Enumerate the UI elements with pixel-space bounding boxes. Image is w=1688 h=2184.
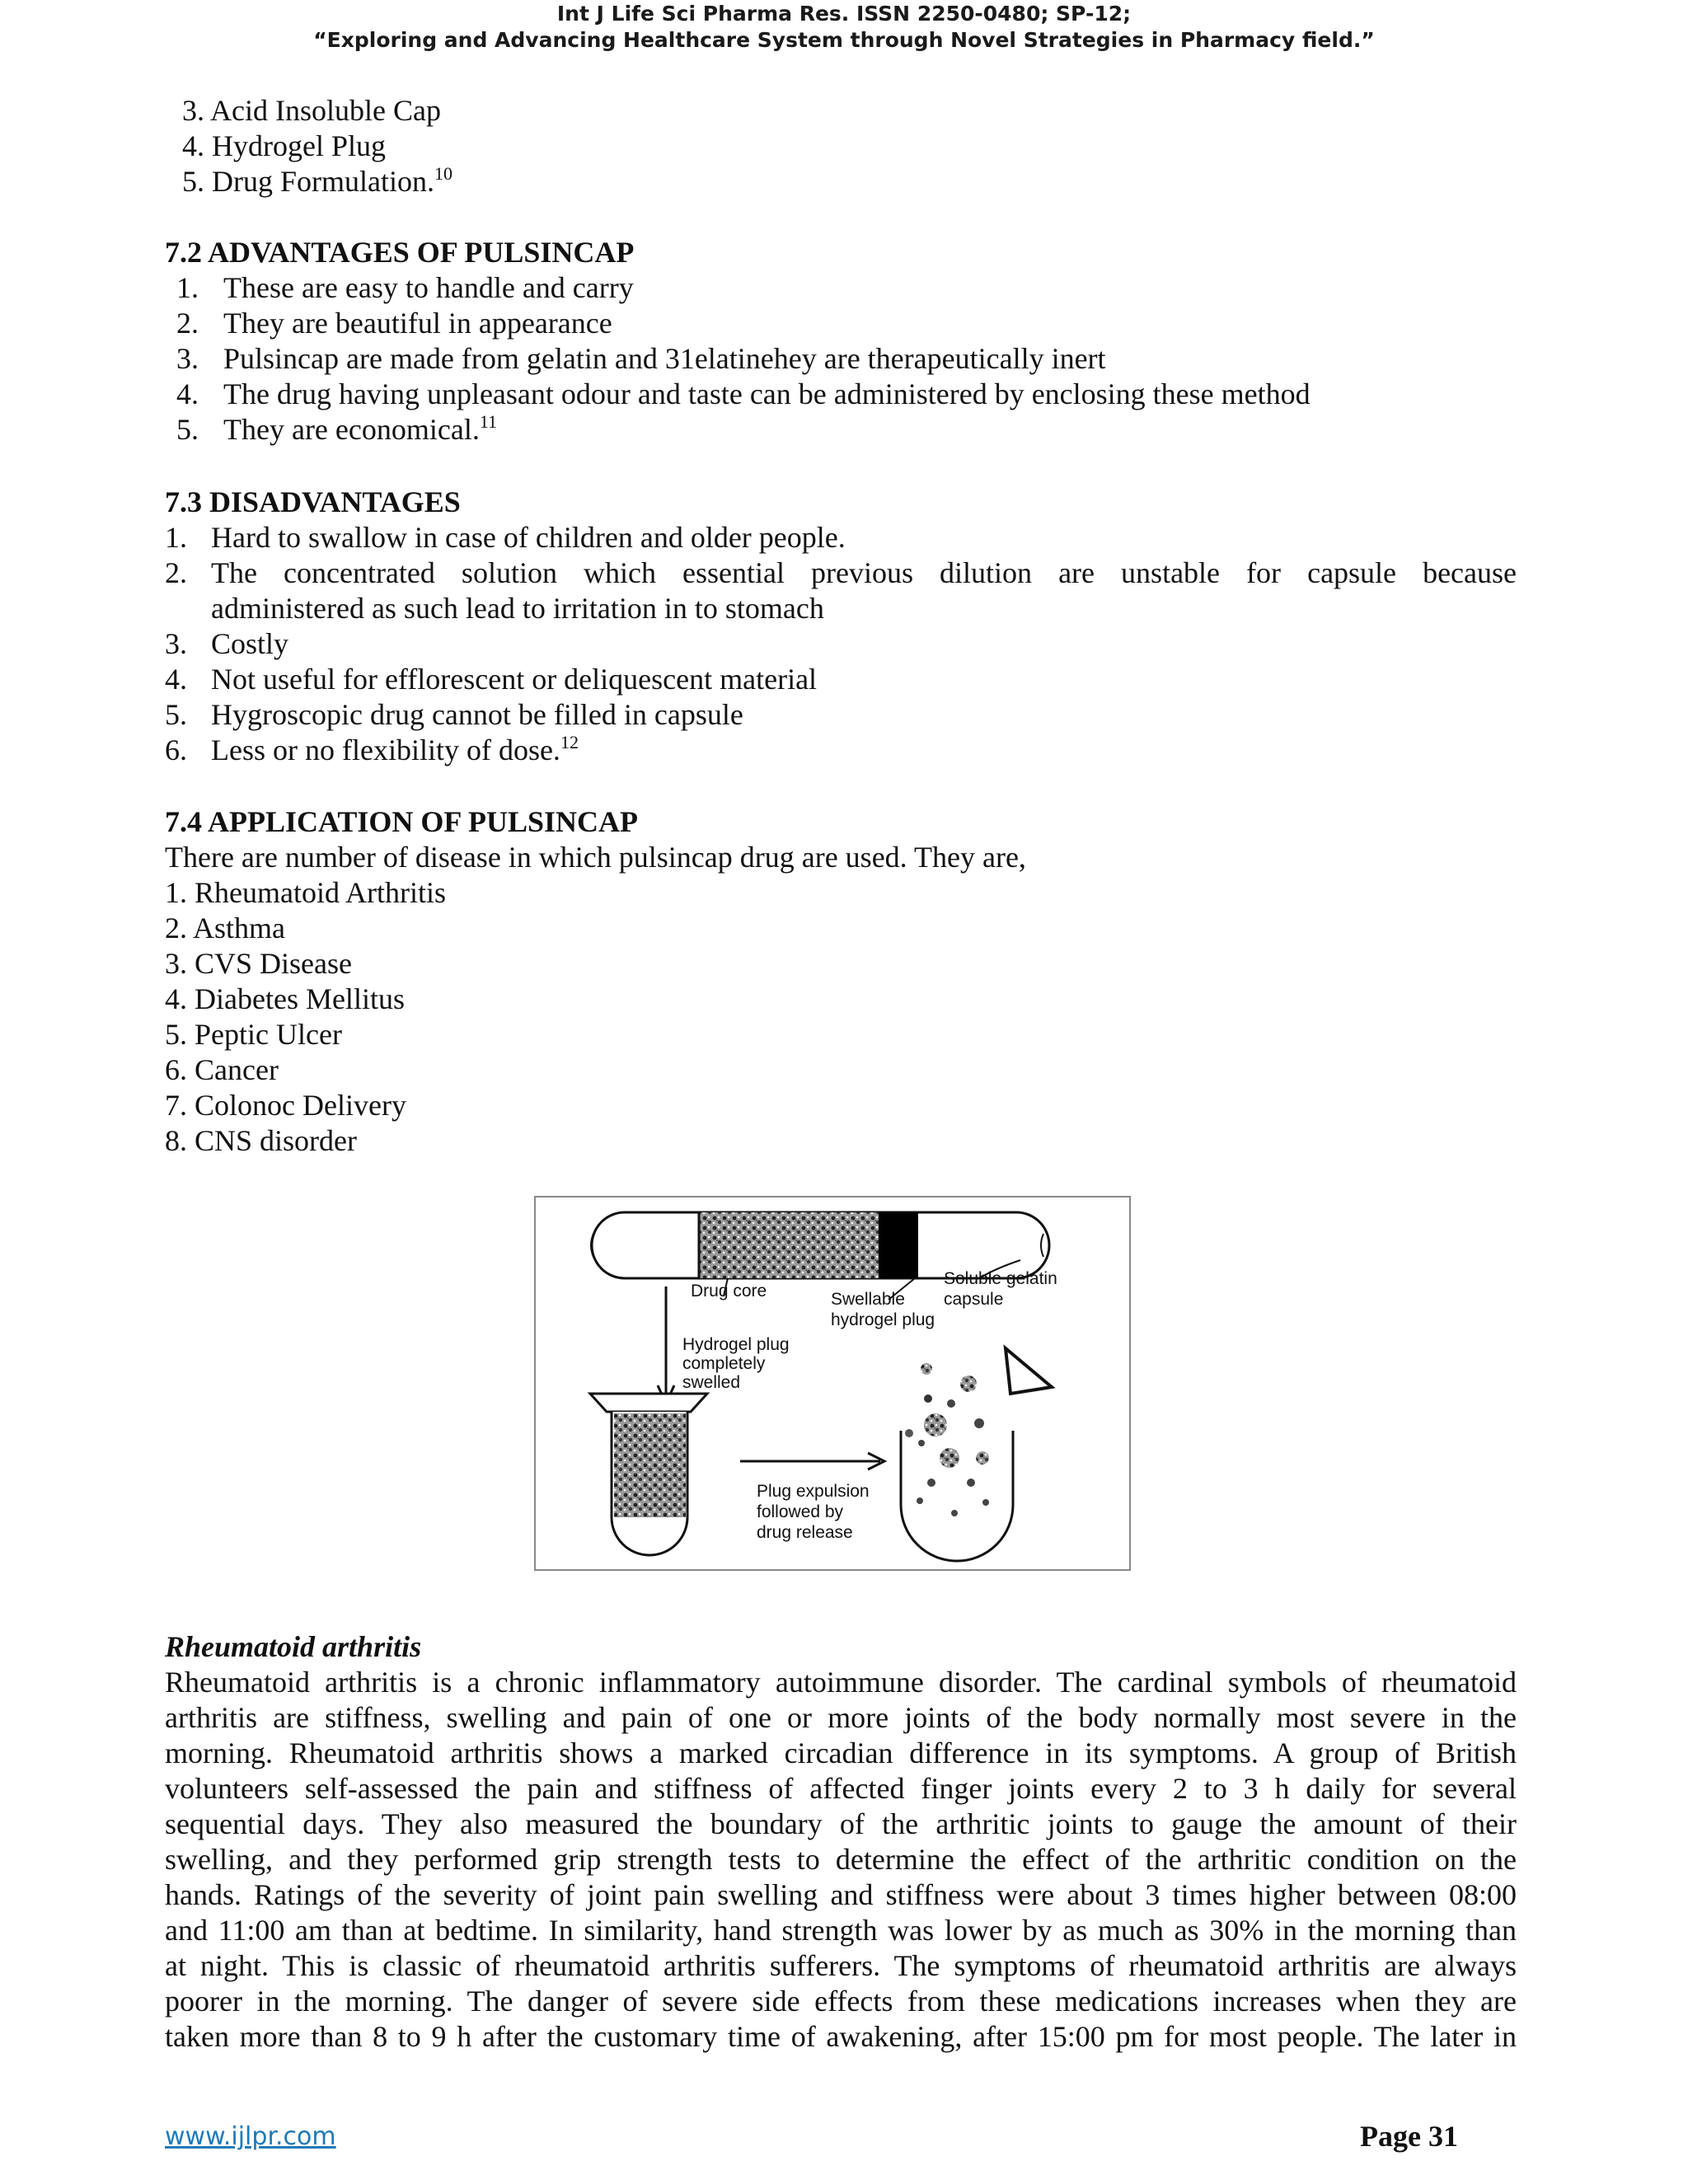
paragraph-line: morning. Rheumatoid arthritis shows a marked circadian difference in its symptoms. A group of British <box>165 1736 1517 1769</box>
svg-text:Hydrogel plug <box>682 1335 790 1354</box>
journal-header: Int J Life Sci Pharma Res. ISSN 2250-0480; SP-12; <box>556 2 1132 26</box>
label-drug-release: drug release <box>757 1523 853 1542</box>
paragraph-line: at night. This is classic of rheumatoid arthritis sufferers. The symptoms of rheumatoid arthritis are always <box>165 1949 1517 1982</box>
section-heading: 7.3 DISADVANTAGES <box>165 485 461 518</box>
svg-text:Plug expulsion <box>757 1482 870 1501</box>
list-item: 2. Asthma <box>165 912 286 944</box>
label-completely: completely <box>682 1354 766 1373</box>
svg-text:completely <box>682 1354 766 1373</box>
svg-text:followed by <box>757 1502 844 1521</box>
paragraph-line: arthritis are stiffness, swelling and pain of one or more joints of the body normally most severe in the <box>165 1701 1517 1734</box>
citation: 11 <box>479 411 498 432</box>
list-item: 3. Costly <box>165 627 289 660</box>
list-item: 5. Drug Formulation.$^{10}$ <box>182 163 452 198</box>
svg-text:drug release <box>757 1523 853 1542</box>
label-drug-core: Drug core <box>691 1282 767 1301</box>
paragraph-line: hands. Ratings of the severity of joint pain swelling and stiffness were about 3 times higher between 08:00 <box>165 1878 1517 1911</box>
paragraph-line: poorer in the morning. The danger of severe side effects from these medications increases when they are <box>165 1985 1517 2018</box>
paragraph-line: Rheumatoid arthritis is a chronic inflammatory autoimmune disorder. The cardinal symbols of rheumatoid <box>165 1666 1517 1699</box>
rheumatoid-section <box>165 1629 1517 2055</box>
list-item: 2. They are beautiful in appearance <box>176 307 612 340</box>
citation: 12 <box>560 732 579 752</box>
website-link[interactable]: www.ijlpr.com <box>165 2122 336 2151</box>
hydrogel-plug-fill <box>879 1212 918 1278</box>
label-hydrogel-plug-completely: Hydrogel plug <box>682 1335 790 1354</box>
label-capsule: capsule <box>944 1290 1004 1309</box>
list-item: 7. Colonoc Delivery <box>165 1089 406 1122</box>
list-item: 4. Hydrogel Plug <box>182 129 386 162</box>
section-intro: There are number of disease in which pulsincap drug are used. They are, <box>165 841 1026 874</box>
list-item: 3. CVS Disease <box>165 947 352 980</box>
svg-text:Soluble gelatin <box>944 1269 1057 1288</box>
advantages-section <box>165 235 1311 448</box>
list-item: 8. CNS disorder <box>165 1124 357 1157</box>
label-hydrogel-plug: hydrogel plug <box>831 1310 935 1329</box>
label-swelled: swelled <box>682 1373 741 1392</box>
label-plug-expulsion: Plug expulsion <box>757 1482 870 1501</box>
list-item: 5. They are economical.$^{11}$ <box>176 411 498 446</box>
list-item: 3. Acid Insoluble Cap <box>182 94 441 127</box>
paragraph-line: and 11:00 am than at bedtime. In similarity, hand strength was lower by as much as 30% in the morning than <box>165 1914 1517 1947</box>
section-heading: 7.2 ADVANTAGES OF PULSINCAP <box>165 236 635 269</box>
paragraph-line: taken more than 8 to 9 h after the customary time of awakening, after 15:00 pm for most people. The later in <box>165 2020 1517 2053</box>
svg-text:Drug core <box>691 1282 767 1301</box>
list-item: 4. The drug having unpleasant odour and taste can be administered by enclosing these method <box>176 377 1311 410</box>
list-item: 5. Hygroscopic drug cannot be filled in capsule <box>165 698 743 731</box>
svg-text:swelled <box>682 1373 740 1392</box>
applications-section <box>165 804 1026 1159</box>
journal-theme: “Exploring and Advancing Healthcare System through Novel Strategies in Pharmacy field.” <box>313 28 1375 52</box>
capsule-illustration <box>591 1212 1049 1278</box>
section-heading: 7.4 APPLICATION OF PULSINCAP <box>165 805 639 838</box>
list-item: 3. Pulsincap are made from gelatin and 31elatinehey are therapeutically inert <box>176 342 1106 375</box>
list-item: 5. Peptic Ulcer <box>165 1018 342 1051</box>
drug-core-fill <box>699 1212 879 1278</box>
disadvantages-section <box>165 485 1517 768</box>
pulsincap-diagram <box>534 1196 1131 1571</box>
paragraph-line: swelling, and they performed grip strength tests to determine the effect of the arthritic condition on the <box>165 1843 1517 1876</box>
paragraph-line: sequential days. They also measured the boundary of the arthritic joints to gauge the amount of their <box>165 1807 1517 1840</box>
svg-text:Swellable <box>831 1290 905 1309</box>
list-item-continuation: administered as such lead to irritation in to stomach <box>211 592 824 625</box>
subsection-heading: Rheumatoid arthritis <box>165 1630 422 1663</box>
label-swellable: Swellable <box>831 1290 905 1309</box>
page-number: Page 31 <box>1360 2120 1458 2153</box>
svg-text:hydrogel plug <box>831 1310 935 1329</box>
list-item: 6. Less or no flexibility of dose.$^{12}$ <box>165 732 579 766</box>
label-followed-by: followed by <box>757 1502 844 1521</box>
list-item: 6. Cancer <box>165 1053 279 1086</box>
label-soluble-gelatin: Soluble gelatin <box>944 1269 1057 1288</box>
list-item: 1. Hard to swallow in case of children and older people. <box>165 521 846 554</box>
list-item: 4. Not useful for efflorescent or deliquescent material <box>165 663 818 696</box>
svg-text:capsule <box>944 1290 1003 1309</box>
list-item: 1. Rheumatoid Arthritis <box>165 876 446 909</box>
list-item: 4. Diabetes Mellitus <box>165 982 405 1015</box>
paragraph-line: volunteers self-assessed the pain and stiffness of affected finger joints every 2 to 3 h daily for several <box>165 1772 1517 1805</box>
list-item: 1. These are easy to handle and carry <box>176 271 634 304</box>
citation: 10 <box>434 163 452 184</box>
components-list <box>182 93 452 199</box>
list-item: 2. The concentrated solution which essential previous dilution are unstable for capsule because <box>165 556 1517 589</box>
pulsincap-figure <box>534 1196 1131 1571</box>
